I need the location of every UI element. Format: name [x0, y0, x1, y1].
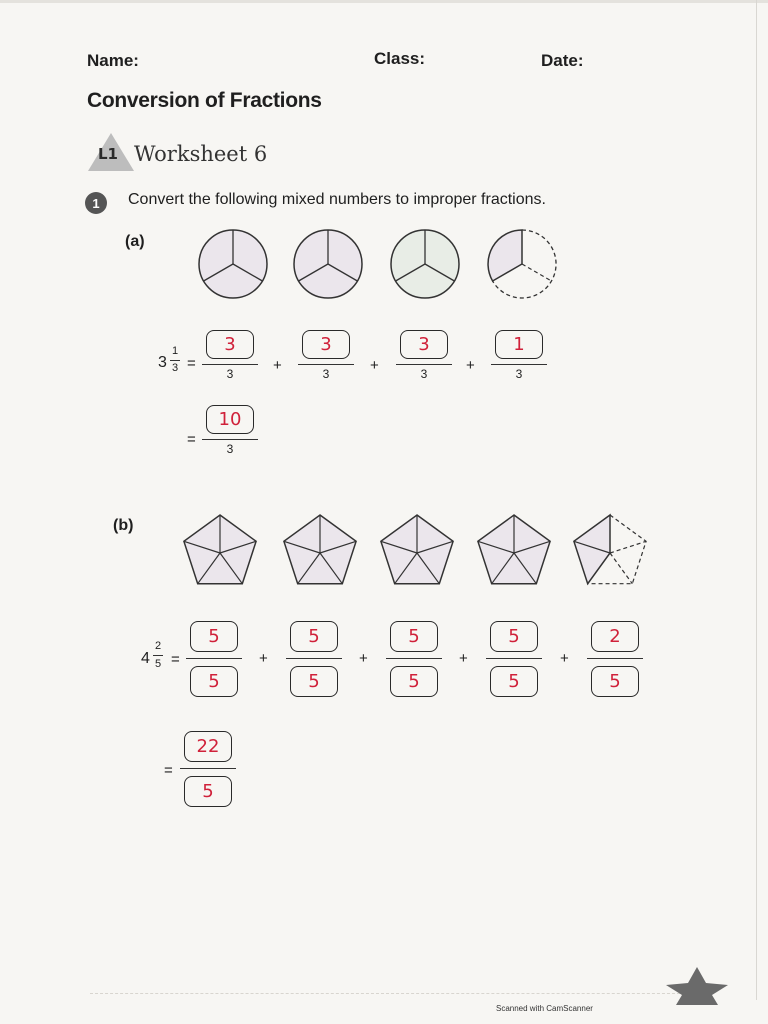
part-a-mixed-num: 1 — [171, 345, 179, 357]
part-b-mixed-den: 5 — [154, 658, 162, 670]
circle-whole-1 — [199, 230, 267, 298]
plus-sign: + — [259, 650, 268, 667]
answer-box[interactable]: 5 — [290, 621, 338, 652]
part-a-equals: = — [187, 355, 196, 372]
answer-box[interactable]: 5 — [190, 666, 238, 697]
page-corner-star-icon — [662, 965, 732, 1005]
pentagon-whole-1 — [184, 515, 256, 584]
part-b-term-1 — [186, 621, 242, 701]
answer-box[interactable]: 5 — [591, 666, 639, 697]
part-a-term-3 — [396, 330, 452, 380]
part-a-mixed-whole: 3 — [158, 354, 167, 371]
plus-sign: + — [370, 357, 379, 374]
worksheet-badge-text: L1 — [98, 145, 118, 163]
answer-box[interactable]: 10 — [206, 405, 254, 434]
date-label: Date: — [541, 51, 584, 70]
part-b-label: (b) — [113, 517, 134, 534]
answer-box[interactable]: 5 — [490, 666, 538, 697]
part-b-term-2 — [286, 621, 342, 701]
part-b-pentagons — [180, 512, 655, 592]
denominator: 3 — [322, 367, 330, 381]
answer-box[interactable]: 5 — [190, 621, 238, 652]
part-a-term-2 — [298, 330, 354, 380]
answer-box[interactable]: 2 — [591, 621, 639, 652]
answer-box[interactable]: 5 — [390, 666, 438, 697]
denominator: 3 — [515, 367, 523, 381]
part-a-label: (a) — [125, 233, 145, 250]
part-a-mixed-den: 3 — [171, 362, 179, 374]
pentagon-whole-4 — [478, 515, 550, 584]
scanner-footer: Scanned with CamScanner — [496, 1004, 593, 1013]
circle-one-third — [488, 230, 556, 298]
name-label: Name: — [87, 51, 139, 70]
plus-sign: + — [459, 650, 468, 667]
part-b-mixed-bar — [153, 655, 163, 656]
plus-sign: + — [560, 650, 569, 667]
part-b-term-3 — [386, 621, 442, 701]
answer-box[interactable]: 3 — [206, 330, 254, 359]
part-a-result-equals: = — [187, 431, 196, 448]
answer-box[interactable]: 5 — [184, 776, 232, 807]
answer-box[interactable]: 3 — [400, 330, 448, 359]
pentagon-whole-2 — [284, 515, 356, 584]
answer-box[interactable]: 5 — [490, 621, 538, 652]
class-label: Class: — [374, 49, 426, 68]
part-a-result — [202, 405, 258, 460]
denominator: 3 — [226, 442, 234, 456]
answer-box[interactable]: 5 — [390, 621, 438, 652]
plus-sign: + — [273, 357, 282, 374]
part-b-mixed-num: 2 — [154, 640, 162, 652]
part-a-mixed-bar — [170, 360, 180, 361]
page-right-edge — [756, 0, 757, 1000]
question-text: Convert the following mixed numbers to improper fractions. — [128, 191, 546, 208]
part-a-term-4 — [491, 330, 547, 380]
pentagon-two-fifths — [574, 515, 646, 584]
answer-box[interactable]: 5 — [290, 666, 338, 697]
page-top-edge — [0, 0, 768, 3]
part-a-circles — [190, 222, 570, 306]
question-number-badge: 1 — [85, 192, 107, 214]
answer-box[interactable]: 3 — [302, 330, 350, 359]
part-b-term-5 — [587, 621, 643, 701]
bottom-rule — [90, 993, 680, 994]
part-b-term-4 — [486, 621, 542, 701]
part-b-result-equals: = — [164, 762, 173, 779]
part-b-result — [180, 731, 236, 811]
denominator: 3 — [226, 367, 234, 381]
denominator: 3 — [420, 367, 428, 381]
page-title: Conversion of Fractions — [87, 89, 322, 112]
worksheet-label: Worksheet 6 — [134, 142, 268, 166]
part-a-term-1 — [202, 330, 258, 380]
circle-whole-2 — [294, 230, 362, 298]
part-b-equals: = — [171, 651, 180, 668]
answer-box[interactable]: 22 — [184, 731, 232, 762]
part-b-mixed-whole: 4 — [141, 650, 150, 667]
pentagon-whole-3 — [381, 515, 453, 584]
circle-whole-3 — [391, 230, 459, 298]
plus-sign: + — [359, 650, 368, 667]
plus-sign: + — [466, 357, 475, 374]
answer-box[interactable]: 1 — [495, 330, 543, 359]
